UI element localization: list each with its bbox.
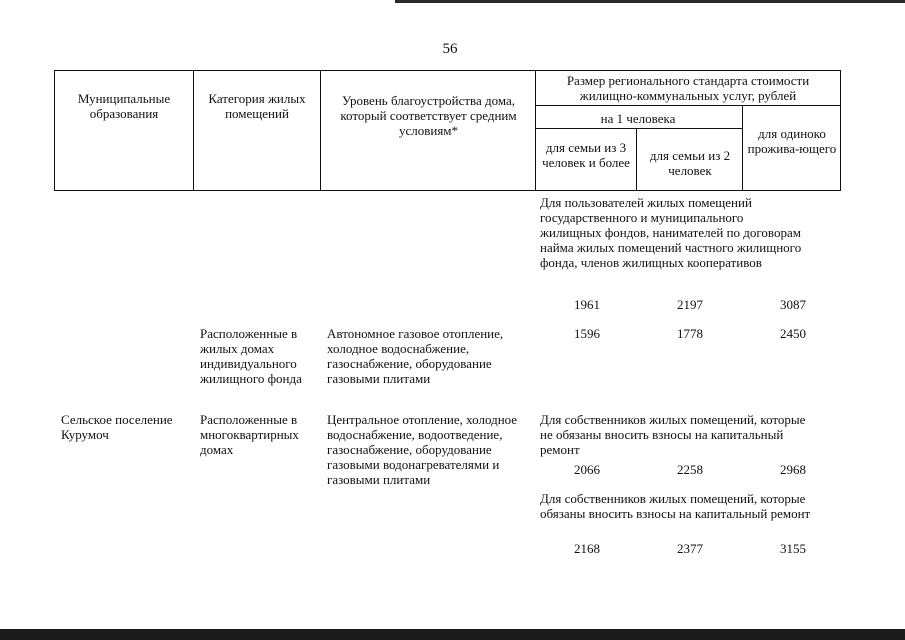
note-owners-obliged: Для собственников жилых помещений, которые обязаны вносить взносы на капитальный ремонт [540,491,811,521]
header-category: Категория жилых помещений [208,91,306,121]
value-users-single: 3087 [780,297,806,312]
note-users: Для пользователей жилых помещений государственного и муниципального жилищных фондов, нанимателей по договорам найма жилых помещений частного жилищного фонда, членов жилищных кооперативов [540,195,802,270]
header-level: Уровень благоустройства дома, который соответствует средним условиям* [340,93,517,138]
standard-divider [535,105,841,106]
value-not-obliged-family2: 2258 [677,462,703,477]
category-apartment: Расположенные в многоквартирных домах [200,412,299,457]
value-users-family2: 2197 [677,297,703,312]
table-top-border [54,70,841,71]
header-standard: Размер регионального стандарта стоимости жилищно-коммунальных услуг, рублей [566,73,810,103]
header-per-person: на 1 человека [600,111,676,126]
col-divider-5 [742,105,743,191]
table-left-border [54,70,55,191]
per-person-divider [535,128,742,129]
col-divider-4 [636,128,637,191]
header-family-3: для семьи из 3 человек и более [542,140,630,170]
col-divider-2 [320,70,321,191]
value-users-family3: 1961 [574,297,600,312]
col-divider-3 [535,70,536,191]
value-individual-single: 2450 [780,326,806,341]
table-right-border [840,70,841,191]
col-divider-1 [193,70,194,191]
municipality-name: Сельское поселение Курумоч [61,412,173,442]
header-single: для одиноко прожива-ющего [747,126,837,156]
header-family-2: для семьи из 2 человек [649,148,731,178]
value-obliged-family2: 2377 [677,541,703,556]
value-individual-family2: 1778 [677,326,703,341]
value-obliged-family3: 2168 [574,541,600,556]
value-individual-family3: 1596 [574,326,600,341]
page-number: 56 [442,41,458,57]
scan-edge-bottom [0,629,905,640]
value-not-obliged-single: 2968 [780,462,806,477]
table-bottom-border [54,190,841,191]
scan-edge-top [395,0,905,3]
level-individual: Автономное газовое отопление, холодное водоснабжение, газоснабжение, оборудование газовыми плитами [327,326,504,386]
value-obliged-single: 3155 [780,541,806,556]
category-individual: Расположенные в жилых домах индивидуального жилищного фонда [200,326,302,386]
note-owners-not-obliged: Для собственников жилых помещений, которые не обязаны вносить взносы на капитальный ремонт [540,412,806,457]
value-not-obliged-family3: 2066 [574,462,600,477]
level-apartment: Центральное отопление, холодное водоснабжение, водоотведение, газоснабжение, оборудование газовыми водонагревателями и газовыми плитами [327,412,518,487]
header-municipalities: Муниципальные образования [77,91,171,121]
